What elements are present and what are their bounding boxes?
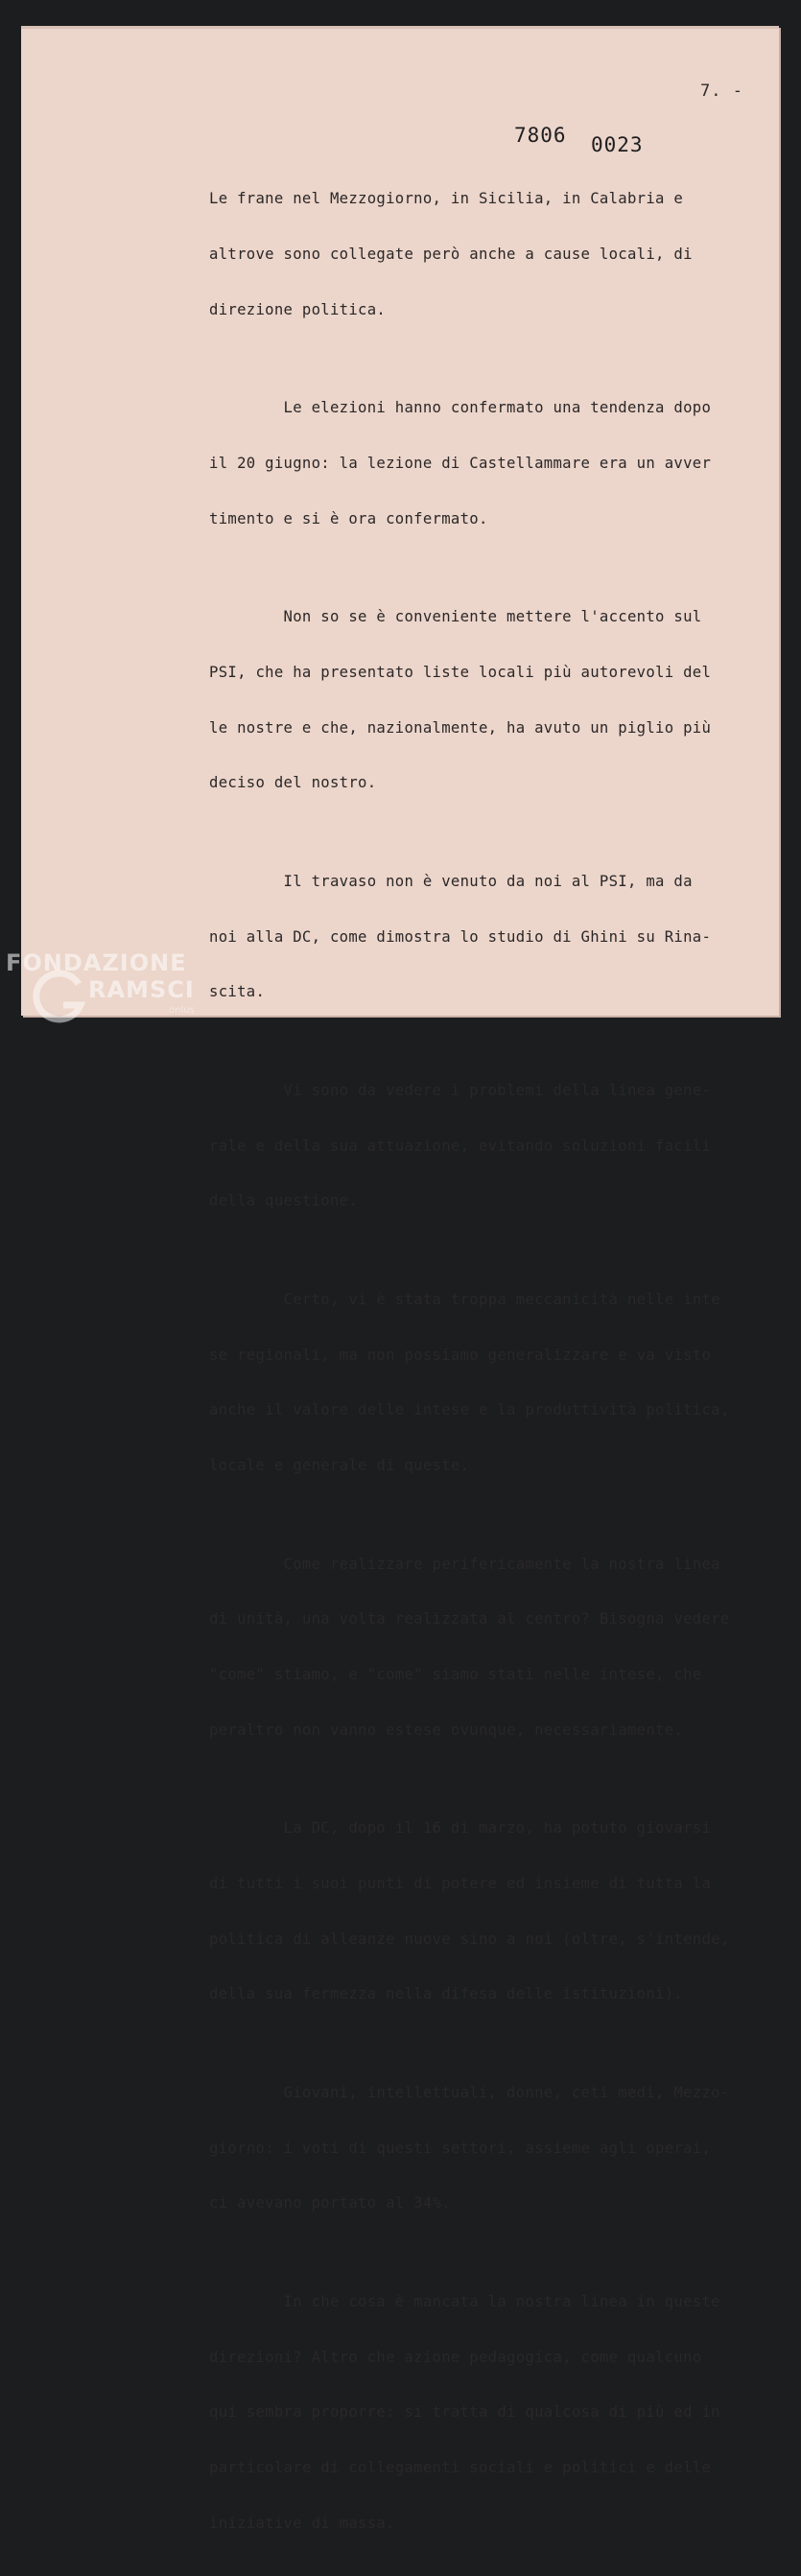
foundation-watermark [6, 949, 207, 1026]
text-line: Come realizzare perifericamente la nostra linea [209, 1555, 720, 1573]
text-line: timento e si è ora confermato. [209, 509, 488, 527]
watermark-line1: FONDAZIONE [6, 949, 187, 976]
text-line: di unità, una volta realizzata al centro? Bisogna vedere [209, 1610, 730, 1628]
page-edge [21, 26, 779, 29]
paragraph-1 [209, 153, 746, 356]
text-line: ci avevano portato al 34%. [209, 2194, 451, 2213]
text-line: peraltro non vanno estese ovunque, necessariamente. [209, 1721, 684, 1739]
text-line: Vi sono da vedere i problemi della linea gene- [209, 1082, 712, 1100]
paragraph-10 [209, 2257, 746, 2569]
text-line: qui sembra proporre: si tratta di qualcosa di più ed in [209, 2403, 720, 2422]
paragraph-7 [209, 1518, 746, 1776]
paragraph-5 [209, 1045, 746, 1248]
paragraph-8 [209, 1783, 746, 2041]
text-line: La DC, dopo il 16 di marzo, ha potuto giovarsi [209, 1819, 712, 1838]
text-line: Giovani, intellettuali, donne, ceti medi, Mezzo- [209, 2084, 730, 2102]
text-line: direzioni? Altro che azione pedagogica, come qualcuno [209, 2348, 702, 2366]
text-line: della sua fermezza nella difesa delle istituzioni). [209, 1985, 684, 2003]
text-line: altrove sono collegate però anche a cause locali, di [209, 246, 693, 264]
text-line: deciso del nostro. [209, 774, 377, 792]
text-line: scita. [209, 983, 266, 1001]
archive-code-part2: 0023 [591, 133, 644, 156]
page-number: 7. - [700, 82, 743, 101]
text-line: PSI, che ha presentato liste locali più autorevoli del [209, 664, 712, 682]
typed-body [209, 153, 746, 2576]
text-line: locale e generale di queste. [209, 1457, 470, 1474]
watermark-g-logo [33, 971, 88, 1026]
text-line: particolare di collegamenti sociali e politici e delle [209, 2458, 712, 2476]
watermark-line2: RAMSCI [88, 976, 195, 1003]
text-line: giorno: i voti di questi settori, assieme agli operai, [209, 2139, 712, 2157]
text-line: "come" stiamo, e "come" siamo stati nelle intese, che [209, 1666, 702, 1684]
text-line: della questione. [209, 1192, 359, 1210]
text-line: di tutti i suoi punti di potere ed insieme di tutta la [209, 1875, 712, 1893]
text-line: rale e della sua attuazione, evitando soluzioni facili [209, 1136, 712, 1155]
paragraph-2 [209, 363, 746, 565]
text-line: Le frane nel Mezzogiorno, in Sicilia, in Calabria e [209, 190, 684, 208]
text-line: direzione politica. [209, 300, 387, 318]
text-line: Certo, vi è stata troppa meccanicità nelle inte [209, 1291, 720, 1309]
paragraph-3 [209, 572, 746, 830]
paragraph-6 [209, 1254, 746, 1512]
watermark-suffix: onlus [169, 1005, 195, 1016]
text-line: politica di alleanze nuove sino a noi (oltre, s'intende, [209, 1930, 730, 1948]
text-line: il 20 giugno: la lezione di Castellammare era un avver [209, 455, 712, 473]
text-line: In che cosa è mancata la nostra linea in queste [209, 2293, 720, 2311]
text-line: noi alla DC, come dimostra lo studio di Ghini su Rina- [209, 927, 712, 946]
text-line: Non so se è conveniente mettere l'accento sul [209, 608, 702, 626]
text-line: iniziative di massa. [209, 2514, 395, 2532]
paragraph-9 [209, 2048, 746, 2250]
text-line: le nostre e che, nazionalmente, ha avuto un piglio più [209, 718, 712, 737]
text-line: Le elezioni hanno confermato una tendenza dopo [209, 399, 712, 417]
archive-code-part1: 7806 [514, 124, 567, 147]
paragraph-4 [209, 836, 746, 1039]
text-line: se regionali, ma non possiamo generalizzare e va visto [209, 1346, 712, 1364]
text-line: anche il valore delle intese e la produttività politica, [209, 1401, 730, 1419]
text-line: Il travaso non è venuto da noi al PSI, ma da [209, 873, 693, 891]
